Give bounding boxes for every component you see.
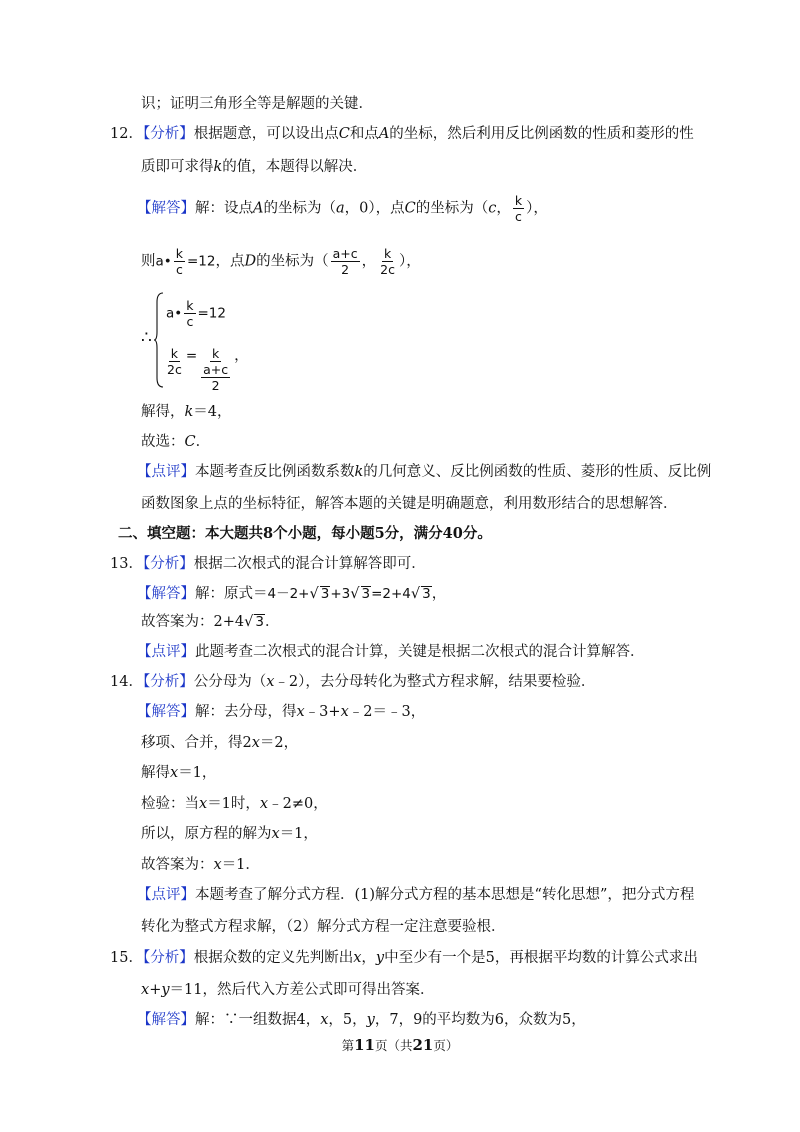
q12-analysis-line2: 质即可求得k的值，本题得以解决．: [141, 159, 368, 175]
q14-analysis: 14．【分析】公分母为（x﹣2），去分母转化为整式方程求解，结果要检验．: [110, 674, 596, 690]
system-eq2: $\frac{k}{2c}$ = $\frac{k}{\frac{a+c}{2}}$ ，: [167, 346, 249, 393]
q12-analysis-line1: 12．【分析】根据题意，可以设出点C和点A的坐标，然后利用反比例函数的性质和菱形的性: [110, 126, 694, 142]
answer-tag: 【解答】: [137, 200, 195, 217]
q14-step4: 检验：当x＝1时，x﹣2≠0，: [141, 796, 328, 812]
q15-analysis: 15．【分析】根据众数的定义先判断出x，y中至少有一个是5，再根据平均数的计算公式求出: [110, 950, 698, 966]
q14-comment-line2: 转化为整式方程求解，（2）解分式方程一定注意要验根．: [141, 919, 506, 935]
section-heading: 二、填空题：本大题共8个小题，每小题5分，满分40分。: [118, 525, 492, 542]
q14-comment-line1: 【点评】本题考查了解分式方程．(1)解分式方程的基本思想是“转化思想”，把分式方程: [137, 887, 695, 903]
q12-answer-line2: 则a• $\frac{k}{c}$ =12，点D的坐标为（ $\frac{a+c}{2}$ ， $\frac{k}{2c}$ ），: [141, 246, 421, 277]
q14-step2: 移项、合并，得2x＝2，: [141, 735, 299, 751]
fraction-k-over-c: $\frac{k}{c}$: [514, 193, 523, 224]
q12-comment-line1: 【点评】本题考查反比例函数系数k的几何意义、反比例函数的性质、菱形的性质、反比例: [137, 464, 712, 480]
q13-final: 故答案为：2+4√ 3．: [141, 614, 280, 630]
q14-step5: 所以，原方程的解为x＝1，: [141, 826, 318, 842]
q12-answer-line1: 【解答】解：设点A的坐标为（a，0），点C的坐标为（c， $\frac{k}{c}$ ），: [137, 193, 548, 224]
page-number: 11: [354, 1036, 375, 1054]
system-eq1: a• $\frac{k}{c}$ =12: [166, 298, 226, 329]
q14-step3: 解得x＝1，: [141, 765, 217, 781]
page-footer: 第11页（共21页）: [341, 1036, 459, 1054]
q14-answer: 【解答】解：去分母，得x﹣3+x﹣2＝﹣3，: [137, 704, 426, 720]
q14-final: 故答案为：x＝1．: [141, 857, 260, 873]
q13-comment: 【点评】此题考查二次根式的混合计算，关键是根据二次根式的混合计算解答．: [137, 644, 645, 660]
q15-analysis-line2: x+y＝11，然后代入方差公式即可得出答案．: [141, 982, 435, 998]
comment-tag: 【点评】: [137, 464, 195, 480]
q12-comment-line2: 函数图象上点的坐标特征，解答本题的关键是明确题意，利用数形结合的思想解答．: [141, 496, 678, 512]
analysis-tag: 【分析】: [142, 126, 194, 142]
q13-analysis: 13．【分析】根据二次根式的混合计算解答即可．: [110, 556, 426, 572]
q13-answer: 【解答】解：原式＝4－2+√ 3+3√ 3=2+4√ 3，: [137, 586, 447, 602]
q12-solve: 解得，k＝4，: [141, 404, 232, 420]
sqrt-symbol: √: [309, 586, 319, 602]
q15-answer: 【解答】解：∵一组数据4，x，5，y，7，9的平均数为6，众数为5，: [137, 1012, 586, 1028]
therefore-symbol: ∴: [141, 328, 152, 348]
q11-tail: 识；证明三角形全等是解题的关键．: [141, 96, 373, 112]
q12-choose: 故选：C．: [141, 434, 211, 450]
page-total: 21: [412, 1036, 434, 1054]
